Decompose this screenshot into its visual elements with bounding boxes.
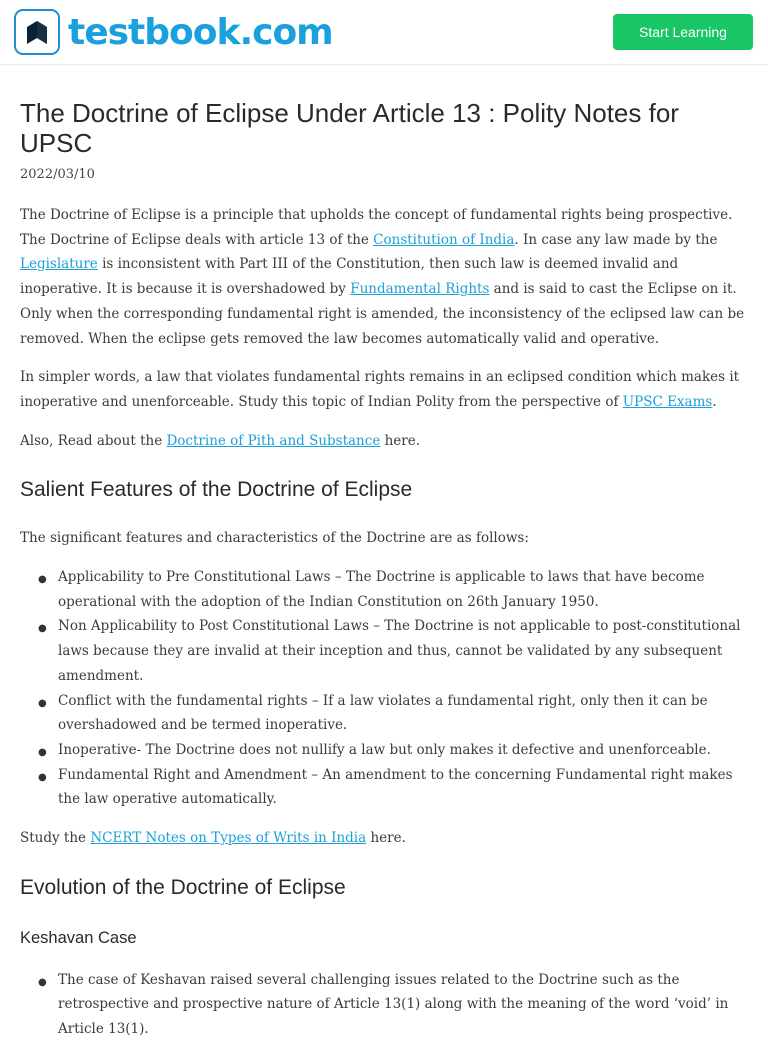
keshavan-case-heading: Keshavan Case [20, 928, 137, 947]
start-learning-button[interactable]: Start Learning [613, 14, 753, 50]
article-date: 2022/03/10 [20, 167, 95, 182]
bullet-icon: ● [38, 623, 47, 635]
bullet-icon: ● [38, 771, 47, 783]
constitution-of-india-link[interactable]: Constitution of India [373, 231, 515, 248]
features-intro: The significant features and characteristics of the Doctrine are as follows: [20, 530, 529, 547]
evolution-heading: Evolution of the Doctrine of Eclipse [20, 875, 346, 899]
salient-features-heading: Salient Features of the Doctrine of Eclipse [20, 478, 413, 502]
intro-paragraph: The Doctrine of Eclipse is a principle that upholds the concept of fundamental rights being prospective. The Doctrine of Eclipse deals with article 13 of the Constitution of India. In case any law made by the Legislature is inconsistent with Part III of the Constitution, then such law is deemed invalid and inoperative. It is because it is overshadowed by Fundamental Rights and is said to cast the Eclipse on it. Only when the corresponding fundamental right is amended, the inconsistency of the eclipsed law can be removed. When the eclipse gets removed the law becomes automatically valid and operative. [20, 207, 745, 347]
logo-text: testbook.com [68, 11, 333, 53]
list-item: ● The case of Keshavan raised several challenging issues related to the Doctrine such as the retrospective and prospective nature of Article 13(1) along with the meaning of the word ‘void’ in Article 13(1). [38, 971, 729, 1038]
list-item: ● Inoperative- The Doctrine does not nullify a law but only makes it defective and unenforceable. [20, 738, 748, 763]
list-item: ● Conflict with the fundamental rights – If a law violates a fundamental right, only then it can be overshadowed and be termed inoperative. [38, 692, 708, 734]
simpler-words-paragraph: In simpler words, a law that violates fundamental rights remains in an eclipsed condition which makes it inoperative and unenforceable. Study this topic of Indian Polity from the perspective of UPSC Exams. [20, 369, 740, 410]
keshavan-list [20, 968, 748, 1042]
writs-paragraph: Study the NCERT Notes on Types of Writs in India here. [20, 830, 406, 847]
features-list [20, 565, 748, 812]
bullet-icon: ● [38, 976, 47, 988]
article-content [20, 98, 748, 1042]
article-title: The Doctrine of Eclipse Under Article 13 : Polity Notes for UPSC [20, 98, 679, 158]
site-logo[interactable] [14, 9, 333, 55]
ncert-writs-link[interactable]: NCERT Notes on Types of Writs in India [90, 830, 367, 847]
upsc-exams-link[interactable]: UPSC Exams [622, 393, 713, 410]
also-read-paragraph: Also, Read about the Doctrine of Pith and Substance here. [20, 432, 421, 449]
bullet-icon: ● [38, 697, 47, 709]
pith-and-substance-link[interactable]: Doctrine of Pith and Substance [166, 432, 381, 449]
bullet-icon: ● [38, 746, 47, 758]
list-item: ● Non Applicability to Post Constitutional Laws – The Doctrine is not applicable to post-constitutional laws because they are invalid at their inception and thus, cannot be validated by any subsequent amendment. [38, 618, 741, 684]
site-header [0, 0, 768, 65]
list-item: ● Fundamental Right and Amendment – An amendment to the concerning Fundamental right makes the law operative automatically. [38, 766, 733, 808]
testbook-logo-icon [14, 9, 60, 55]
fundamental-rights-link[interactable]: Fundamental Rights [350, 281, 490, 298]
bullet-icon: ● [38, 574, 47, 586]
list-item: ● Applicability to Pre Constitutional Laws – The Doctrine is applicable to laws that have become operational with the adoption of the Indian Constitution on 26th January 1950. [38, 569, 705, 610]
legislature-link[interactable]: Legislature [20, 256, 98, 273]
